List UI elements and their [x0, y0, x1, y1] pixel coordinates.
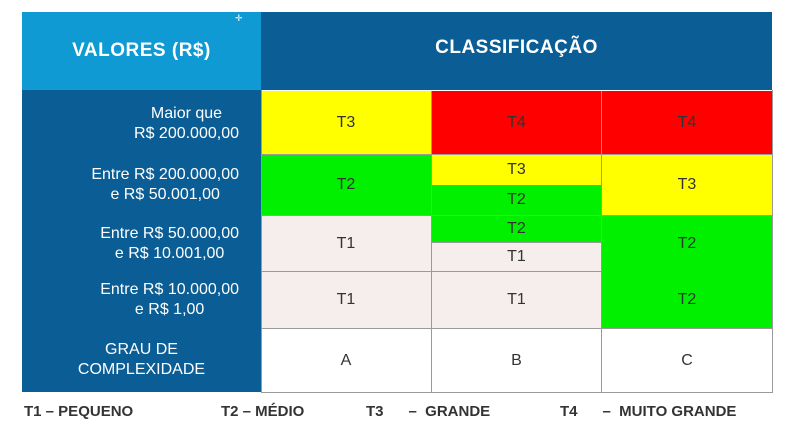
row-label-10k-1: [22, 271, 261, 329]
cell-r3-c: T2: [602, 216, 773, 272]
cell-r4-a: T1: [261, 272, 432, 329]
row-label-line2: R$ 200.000,00: [134, 125, 239, 142]
cell-r5-b: B: [432, 329, 602, 393]
legend-t2: T2 – MÉDIO: [221, 403, 305, 420]
row-label-line1: Entre R$ 200.000,00: [91, 166, 239, 183]
row-label-line2: e R$ 10.001,00: [114, 245, 225, 262]
legend-t1: T1 – PEQUENO: [24, 403, 134, 420]
row-label-line2: COMPLEXIDADE: [77, 361, 206, 378]
row-label-line1: GRAU DE: [105, 341, 178, 358]
cell-r3-a: T1: [261, 216, 432, 272]
cell-r1-c: T4: [602, 91, 773, 155]
row-label-line2: e R$ 50.001,00: [110, 186, 220, 203]
cell-r2-c: T3: [602, 155, 773, 216]
row-label-grau: [22, 329, 261, 391]
row-label-200k-50k: [22, 155, 261, 215]
row-label-line2: e R$ 1,00: [134, 301, 205, 318]
row-label-line1: Entre R$ 10.000,00: [100, 281, 239, 298]
legend-t3: T3 – GRANDE: [366, 403, 491, 420]
cell-r3-b-top: T2: [432, 216, 602, 243]
cell-r5-a: A: [261, 329, 432, 393]
header-classificacao: CLASSIFICAÇÃO: [261, 12, 772, 90]
cell-r2-b-top: T3: [432, 155, 602, 185]
legend-t4: T4 – MUITO GRANDE: [560, 403, 737, 420]
cell-r2-a: T2: [261, 155, 432, 216]
row-label-line1: Entre R$ 50.000,00: [100, 225, 239, 242]
crosshair-cursor-icon: ✛: [235, 13, 243, 23]
cell-r4-b: T1: [432, 272, 602, 329]
header-valores: VALORES (R$): [22, 12, 261, 90]
cell-r2-b-bottom: T2: [432, 185, 602, 216]
cell-r3-b-bottom: T1: [432, 243, 602, 272]
row-label-line1: Maior que: [150, 105, 223, 122]
cell-r4-c: T2: [602, 272, 773, 329]
cell-r1-b: T4: [432, 91, 602, 155]
row-label-maior: [22, 94, 261, 154]
row-label-50k-10k: [22, 215, 261, 273]
cell-r5-c: C: [602, 329, 773, 393]
cell-r1-a: T3: [261, 91, 432, 155]
